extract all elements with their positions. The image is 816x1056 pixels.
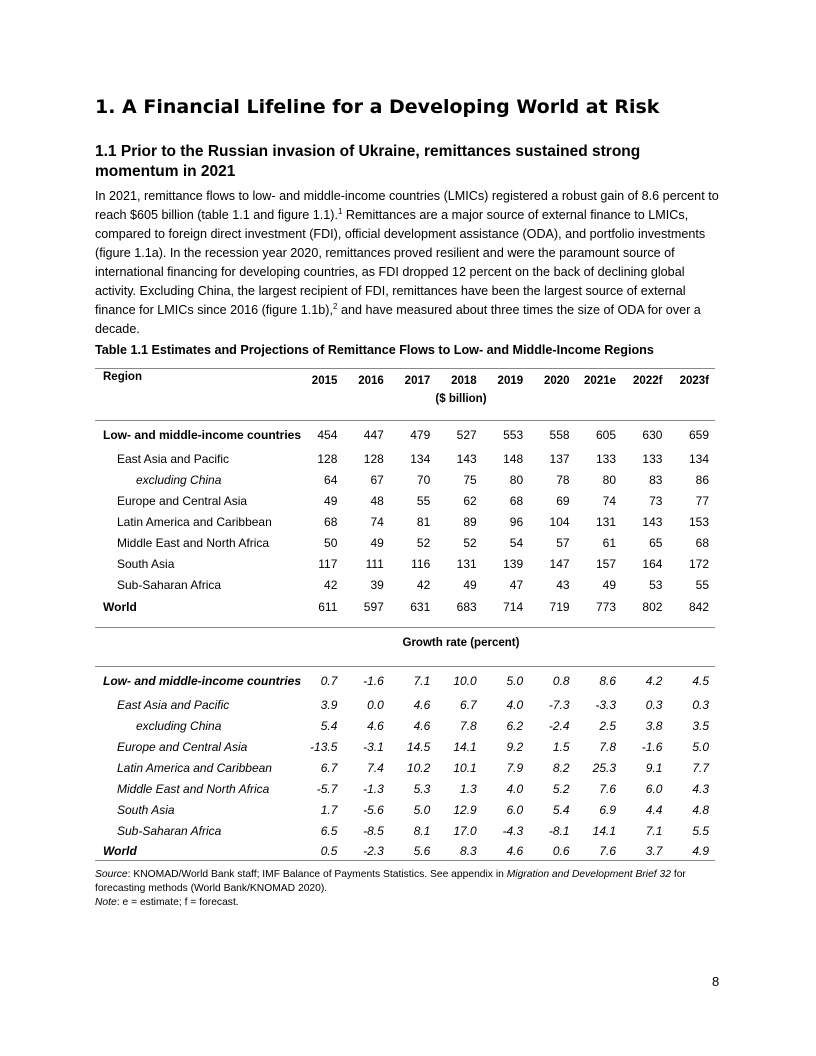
table-cell: 773: [595, 600, 617, 614]
table-row: [95, 799, 715, 820]
table-cell: 7.6: [599, 781, 617, 796]
table-row: [95, 469, 715, 490]
table-cell: 55: [695, 577, 709, 592]
table-cell: 5.0: [413, 802, 431, 817]
table-cell: 49: [370, 535, 384, 550]
table-cell: 62: [463, 493, 477, 508]
table-cell: 10.2: [406, 760, 431, 775]
table-row: [95, 736, 715, 757]
table-cell: 81: [416, 514, 431, 529]
table-cell: 68: [324, 514, 338, 529]
table-cell: 111: [365, 556, 384, 571]
table-cell: 0.5: [297, 841, 343, 861]
table-cell: 49: [324, 493, 338, 508]
table-cell: 4.6: [483, 841, 529, 861]
row-label: Low- and middle-income countries: [103, 427, 302, 442]
table-cell: -13.5: [310, 739, 338, 754]
table-row: [95, 574, 715, 595]
table-cell: 12.9: [453, 802, 477, 817]
table-cell: 802: [642, 600, 663, 614]
table-row: [95, 715, 715, 736]
table-cell: 164: [642, 556, 663, 571]
table-cell: 7.8: [460, 718, 477, 733]
table-cell: -4.3: [502, 823, 524, 838]
unit-label: ($ billion): [435, 393, 487, 405]
table-cell: 49: [463, 577, 477, 592]
region-header: Region: [103, 371, 142, 383]
table-cell: -5.7: [316, 781, 338, 796]
table-cell: 48: [370, 493, 384, 508]
row-label: Middle East and North Africa: [117, 781, 270, 796]
table-cell: 68: [695, 535, 709, 550]
table-cell: 719: [549, 600, 570, 614]
table-cell: 157: [595, 556, 617, 571]
table-cell: 153: [688, 514, 709, 529]
table-cell: 5.3: [413, 781, 431, 796]
year-header: 2023f: [679, 375, 709, 387]
table-row: [95, 820, 715, 841]
table-cell: 5.4: [320, 718, 338, 733]
row-label: Latin America and Caribbean: [117, 760, 272, 775]
table-cell: 1.7: [320, 802, 338, 817]
table-cell: 96: [509, 514, 524, 529]
table-cell: 5.6: [390, 841, 436, 861]
table-cell: 143: [456, 451, 477, 466]
table-cell: 128: [363, 451, 384, 466]
table-cell: 80: [509, 472, 524, 487]
row-label: South Asia: [117, 556, 175, 571]
table-cell: 131: [456, 556, 477, 571]
table-cell: 842: [688, 600, 709, 614]
table-cell: 3.5: [692, 718, 709, 733]
table-cell: 133: [642, 451, 663, 466]
table-cell: 2.5: [599, 718, 617, 733]
table-cell: 69: [556, 493, 570, 508]
source-title: Migration and Development Brief 32: [506, 869, 671, 880]
table-cell: 74: [370, 514, 384, 529]
table-cell: 53: [649, 577, 663, 592]
table-cell: -3.1: [363, 739, 384, 754]
footnote-ref-2[interactable]: 2: [333, 301, 338, 311]
table-cell: 8.3: [436, 841, 482, 861]
table-cell: 1.5: [552, 739, 570, 754]
remittance-table: [95, 368, 715, 861]
table-cell: 25.3: [592, 760, 617, 775]
table-cell: 5.0: [506, 673, 524, 688]
table-cell: 73: [649, 493, 663, 508]
table-cell: 7.6: [576, 841, 622, 861]
table-cell: 0.7: [320, 673, 338, 688]
table-cell: 43: [556, 577, 570, 592]
table-header-row: [95, 369, 715, 393]
row-label: Sub-Saharan Africa: [117, 823, 222, 838]
table-cell: -5.6: [363, 802, 384, 817]
table-cell: 0.3: [645, 697, 663, 712]
subsection-heading: 1.1 Prior to the Russian invasion of Ukraine, remittances sustained strong momentum in 2021: [95, 143, 641, 180]
table-cell: 77: [695, 493, 709, 508]
row-label: excluding China: [136, 472, 222, 487]
table-cell: 68: [509, 493, 524, 508]
table-cell: 70: [416, 472, 431, 487]
paragraph-text-1: In 2021, remittance flows to low- and middle-income countries (LMICs) registered a robust gain of 8.6 percent to reach $605 billion (table 1.1 and figure 1.1).: [95, 189, 719, 222]
table-cell: 714: [503, 600, 524, 614]
table-cell: 0.0: [367, 697, 384, 712]
table-cell: 7.7: [692, 760, 709, 775]
table-cell: -8.1: [548, 823, 570, 838]
table-cell: 8.6: [599, 673, 617, 688]
row-label: South Asia: [117, 802, 175, 817]
table-cell: 8.1: [413, 823, 431, 838]
row-label: Middle East and North Africa: [117, 535, 270, 550]
table-cell: 75: [463, 472, 477, 487]
paragraph-text-2: Remittances are a major source of external finance to LMICs, compared to foreign direct investment (FDI), official development assistance (ODA), and portfolio investments (figure 1.1a). In the recession year 2020, remittances proved resilient and were the paramount source of international financing for developing countries, as FDI dropped 12 percent on the back of declining global activity. Excluding China, the largest recipient of FDI, remittances have been the largest source of external finance for LMICs since 2016 (figure 1.1b),: [95, 208, 706, 317]
year-header: 2021e: [584, 375, 617, 387]
row-label: excluding China: [136, 718, 222, 733]
table-cell: 17.0: [453, 823, 477, 838]
table-cell: 104: [549, 514, 570, 529]
body-paragraph: [95, 187, 720, 339]
row-label: Latin America and Caribbean: [117, 514, 272, 529]
row-label: World: [103, 600, 137, 614]
table-cell: 9.1: [645, 760, 663, 775]
source-text-2: for forecasting methods (World Bank/KNOMAD 2020).: [95, 869, 686, 894]
table-cell: 605: [595, 427, 617, 442]
table-cell: 49: [602, 577, 617, 592]
table-row: [95, 778, 715, 799]
table-row: [95, 841, 715, 861]
table-cell: -3.3: [595, 697, 617, 712]
table-row: [95, 490, 715, 511]
table-cell: 6.0: [645, 781, 663, 796]
table-cell: 80: [602, 472, 617, 487]
table-cell: 5.2: [552, 781, 570, 796]
table-cell: 10.0: [453, 673, 477, 688]
table-cell: 6.9: [599, 802, 617, 817]
table-cell: 0.8: [552, 673, 570, 688]
table-row: [95, 595, 715, 619]
table-notes: [95, 868, 720, 910]
table-cell: 137: [549, 451, 570, 466]
table-cell: 527: [456, 427, 477, 442]
year-header: 2022f: [633, 375, 663, 387]
table-cell: -1.6: [363, 673, 384, 688]
table-row: [95, 532, 715, 553]
table-cell: 630: [642, 427, 663, 442]
table-row: [95, 421, 715, 449]
table-cell: 4.0: [506, 781, 524, 796]
table-cell: 0.6: [529, 841, 575, 861]
table-cell: -7.3: [548, 697, 570, 712]
note-label: Note: [95, 897, 117, 908]
table-cell: 4.2: [645, 673, 663, 688]
table-cell: 9.2: [506, 739, 524, 754]
year-header: 2020: [543, 375, 570, 387]
table-cell: 134: [410, 451, 431, 466]
table-cell: 6.7: [460, 697, 477, 712]
table-cell: 454: [317, 427, 338, 442]
table-cell: 86: [695, 472, 709, 487]
row-label: East Asia and Pacific: [117, 697, 230, 712]
paragraph-text-3: and have measured about three times the size of ODA for over a decade.: [95, 303, 701, 336]
note-text: : e = estimate; f = forecast.: [116, 897, 239, 908]
table-cell: 6.2: [506, 718, 524, 733]
table-cell: 4.3: [692, 781, 709, 796]
table-cell: 4.4: [645, 802, 663, 817]
table-row: [95, 511, 715, 532]
table-cell: 597: [363, 600, 384, 614]
table-row: [95, 667, 715, 695]
footnote-ref-1[interactable]: 1: [337, 206, 343, 216]
table-row: [95, 757, 715, 778]
source-text-1: : KNOMAD/World Bank staff; IMF Balance of Payments Statistics. See appendix in: [127, 869, 507, 880]
table-cell: 6.5: [320, 823, 338, 838]
table-cell: 659: [688, 427, 709, 442]
table-cell: 5.5: [692, 823, 709, 838]
table-cell: -1.3: [363, 781, 384, 796]
table-cell: 147: [549, 556, 570, 571]
table-cell: 52: [416, 535, 431, 550]
table-cell: 4.5: [692, 673, 709, 688]
table-cell: 133: [595, 451, 617, 466]
table-cell: 74: [602, 493, 617, 508]
table-cell: 631: [410, 600, 431, 614]
table-cell: 6.7: [320, 760, 338, 775]
table-cell: 134: [688, 451, 709, 466]
row-label: Sub-Saharan Africa: [117, 577, 222, 592]
table-cell: 128: [317, 451, 338, 466]
table-cell: -2.3: [343, 841, 389, 861]
unit-row: [95, 393, 715, 414]
table-cell: 78: [556, 472, 570, 487]
table-cell: 4.8: [692, 802, 709, 817]
table-cell: 64: [324, 472, 338, 487]
section-heading: 1. A Financial Lifeline for a Developing World at Risk: [95, 96, 660, 118]
table-cell: 89: [463, 514, 477, 529]
table-cell: -1.6: [641, 739, 663, 754]
table-cell: 47: [509, 577, 524, 592]
table-cell: 143: [642, 514, 663, 529]
table-cell: 57: [556, 535, 570, 550]
table-cell: 50: [324, 535, 338, 550]
table-cell: 558: [549, 427, 570, 442]
year-header: 2018: [451, 375, 477, 387]
row-label: Europe and Central Asia: [117, 493, 248, 508]
table-cell: 172: [688, 556, 709, 571]
growth-header: Growth rate (percent): [402, 637, 520, 649]
table-cell: 83: [649, 472, 663, 487]
table-cell: 117: [318, 556, 338, 571]
row-label: Low- and middle-income countries: [103, 673, 302, 688]
table-cell: 42: [324, 577, 338, 592]
table-cell: 4.9: [668, 841, 715, 861]
table-cell: 5.0: [692, 739, 709, 754]
source-label: Source: [95, 869, 128, 880]
table-row: [95, 553, 715, 574]
page-number: 8: [712, 974, 720, 989]
year-header: 2019: [497, 375, 524, 387]
table-cell: 116: [411, 556, 431, 571]
abbrev-note: [95, 896, 720, 910]
table-row: [95, 694, 715, 715]
table-cell: 1.3: [460, 781, 477, 796]
table-cell: 7.1: [645, 823, 663, 838]
table-cell: 3.8: [645, 718, 663, 733]
table-cell: 14.1: [453, 739, 477, 754]
table-cell: 55: [416, 493, 431, 508]
table-cell: 683: [456, 600, 477, 614]
table-cell: 4.6: [413, 697, 431, 712]
table-cell: 7.8: [599, 739, 617, 754]
table-cell: 65: [649, 535, 663, 550]
table-title: Table 1.1 Estimates and Projections of Remittance Flows to Low- and Middle-Income Regions: [95, 343, 654, 357]
table-cell: 61: [602, 535, 617, 550]
table-cell: 7.1: [413, 673, 431, 688]
table-cell: 67: [370, 472, 384, 487]
table-cell: 3.7: [622, 841, 668, 861]
table-row: [95, 448, 715, 469]
table-cell: 6.0: [506, 802, 524, 817]
table-cell: 7.4: [367, 760, 384, 775]
table-cell: 52: [463, 535, 477, 550]
table-cell: 42: [416, 577, 431, 592]
table-cell: 7.9: [506, 760, 524, 775]
table-cell: 54: [509, 535, 524, 550]
table-cell: 139: [503, 556, 524, 571]
year-header: 2015: [311, 375, 338, 387]
table-cell: 479: [410, 427, 431, 442]
table-cell: 8.2: [552, 760, 570, 775]
table-cell: 39: [370, 577, 384, 592]
table-cell: 447: [363, 427, 384, 442]
table-cell: 3.9: [320, 697, 338, 712]
table-cell: -2.4: [548, 718, 570, 733]
table-cell: 10.1: [453, 760, 477, 775]
year-header: 2016: [358, 375, 384, 387]
table-cell: 4.6: [367, 718, 384, 733]
row-label: Europe and Central Asia: [117, 739, 248, 754]
row-label: East Asia and Pacific: [117, 451, 230, 466]
table-cell: -8.5: [363, 823, 384, 838]
table-cell: 0.3: [692, 697, 709, 712]
table-cell: 14.1: [592, 823, 617, 838]
growth-header-row: [95, 628, 715, 659]
source-note: [95, 868, 720, 896]
table-cell: 5.4: [552, 802, 570, 817]
table-cell: 131: [595, 514, 617, 529]
table-cell: 4.6: [413, 718, 431, 733]
table-cell: 553: [503, 427, 524, 442]
row-label: World: [95, 841, 297, 861]
table-cell: 611: [318, 600, 338, 614]
table-cell: 148: [503, 451, 524, 466]
table-cell: 14.5: [406, 739, 431, 754]
table-cell: 4.0: [506, 697, 524, 712]
year-header: 2017: [404, 375, 431, 387]
